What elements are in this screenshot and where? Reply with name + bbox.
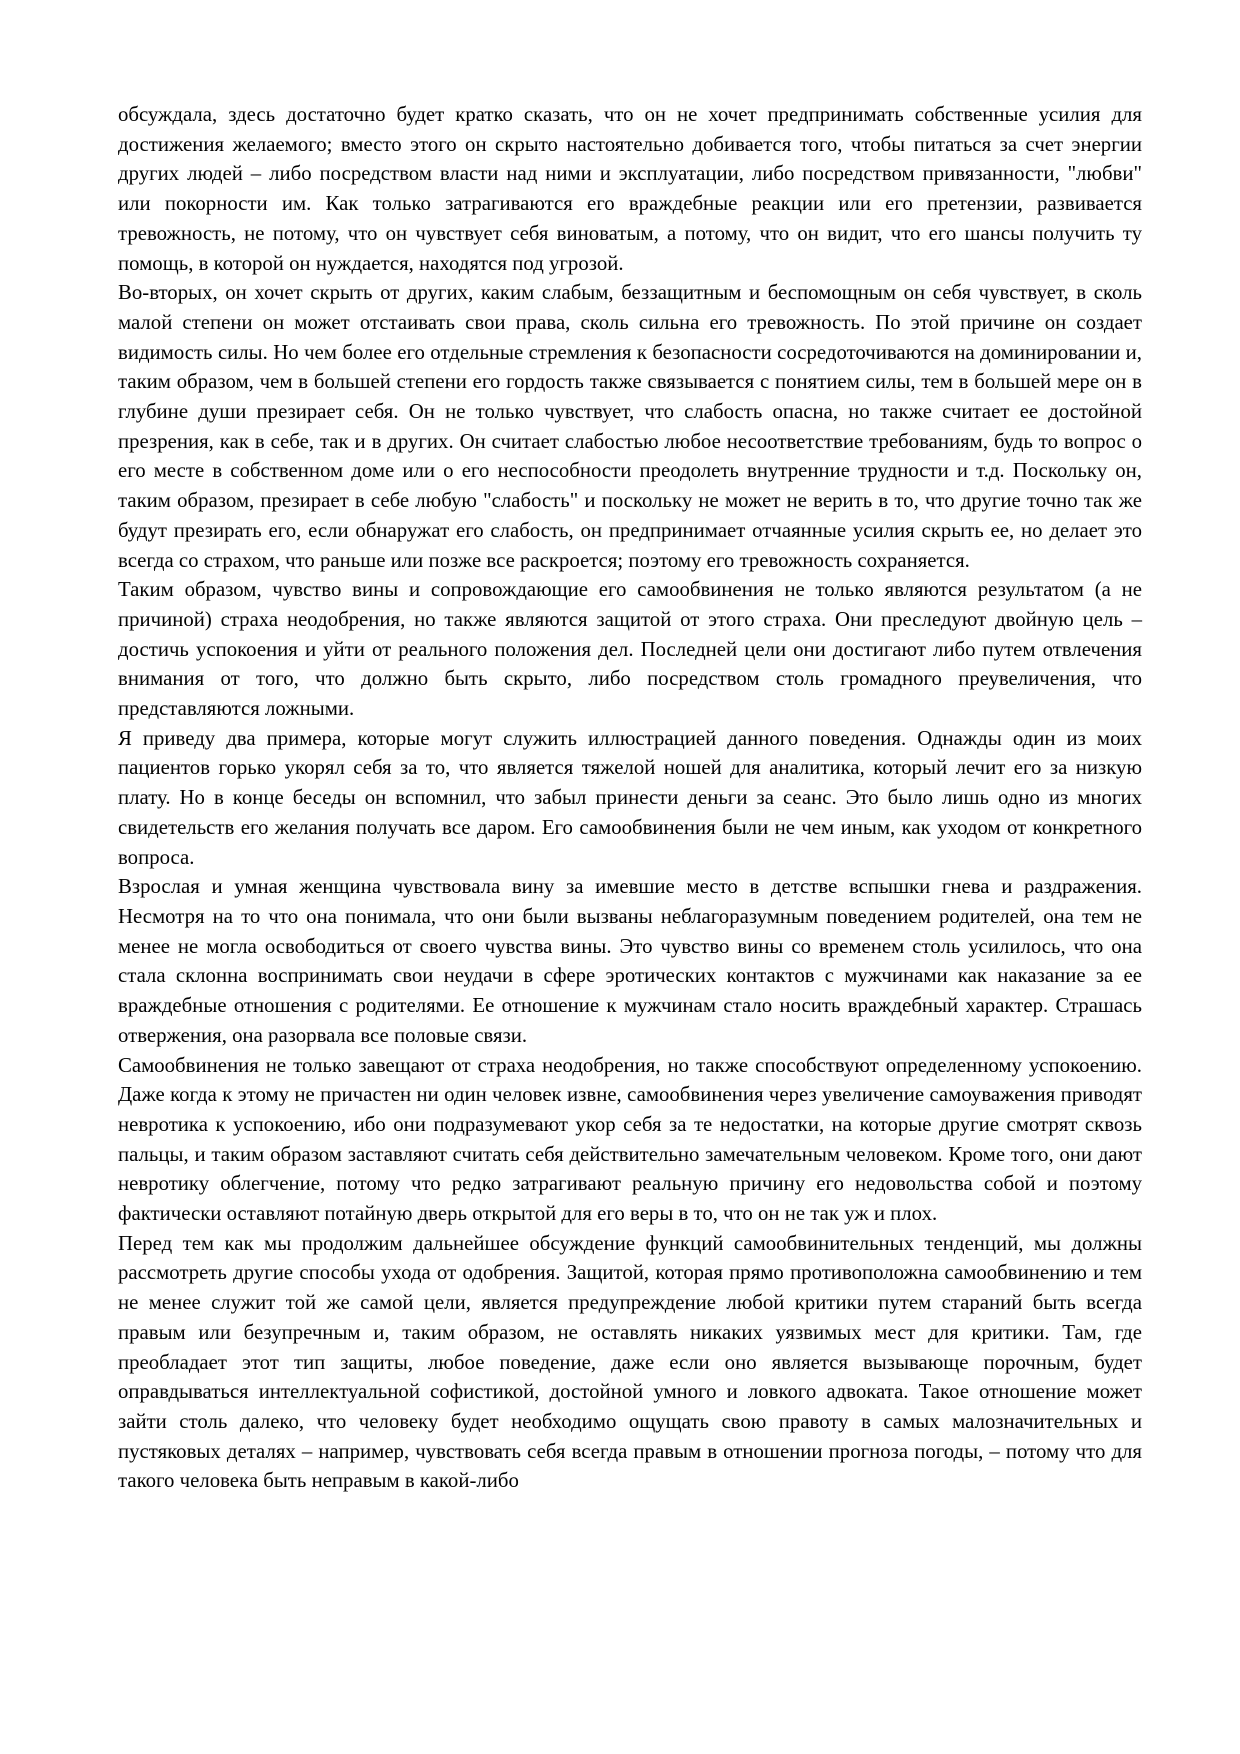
paragraph-4: Я приведу два примера, которые могут служить иллюстрацией данного поведения. Однажды один из моих пациентов горько укорял себя за то, что является тяжелой ношей для аналитика, который лечит его за низкую плату. Но в конце беседы он вспомнил, что забыл принести деньги за сеанс. Это было лишь одно из многих свидетельств его желания получать все даром. Его самообвинения были не чем иным, как уходом от конкретного вопроса. xyxy=(118,726,1142,869)
paragraph-7: Перед тем как мы продолжим дальнейшее обсуждение функций самообвинительных тенденций, мы должны рассмотреть другие способы ухода от одобрения. Защитой, которая прямо противоположна самообвинению и тем не менее служит той же самой цели, является предупреждение любой критики путем стараний быть всегда правым или безупречным и, таким образом, не оставлять никаких уязвимых мест для критики. Там, где преобладает этот тип защиты, любое поведение, даже если оно является вызывающе порочным, будет оправдываться интеллектуальной софистикой, достойной умного и ловкого адвоката. Такое отношение может зайти столь далеко, что человеку будет необходимо ощущать свою правоту в самых малозначительных и пустяковых деталях – например, чувствовать себя всегда правым в отношении прогноза погоды, – потому что для такого человека быть неправым в какой-либо xyxy=(118,1231,1142,1493)
paragraph-2: Во-вторых, он хочет скрыть от других, каким слабым, беззащитным и беспомощным он себя чувствует, в сколь малой степени он может отстаивать свои права, сколь сильна его тревожность. По этой причине он создает видимость силы. Но чем более его отдельные стремления к безопасности сосредоточиваются на доминировании и, таким образом, чем в большей степени его гордость также связывается с понятием силы, тем в большей мере он в глубине души презирает себя. Он не только чувствует, что слабость опасна, но также считает ее достойной презрения, как в себе, так и в других. Он считает слабостью любое несоответствие требованиям, будь то вопрос о его месте в собственном доме или о его неспособности преодолеть внутренние трудности и т.д. Поскольку он, таким образом, презирает в себе любую "слабость" и поскольку не может не верить в то, что другие точно так же будут презирать его, если обнаружат его слабость, он предпринимает отчаянные усилия скрыть ее, но делает это всегда со страхом, что раньше или позже все раскроется; поэтому его тревожность сохраняется. xyxy=(118,281,1142,572)
paragraph-1: обсуждала, здесь достаточно будет кратко сказать, что он не хочет предпринимать собственные усилия для достижения желаемого; вместо этого он скрыто настоятельно добивается того, чтобы питаться за счет энергии других людей – либо посредством власти над ними и эксплуатации, либо посредством привязанности, "любви" или покорности им. Как только затрагиваются его враждебные реакции или его претензии, развивается тревожность, не потому, что он чувствует себя виноватым, а потому, что он видит, что его шансы получить ту помощь, в которой он нуждается, находятся под угрозой. xyxy=(118,103,1142,275)
paragraph-5: Взрослая и умная женщина чувствовала вину за имевшие место в детстве вспышки гнева и раздражения. Несмотря на то что она понимала, что они были вызваны неблагоразумным поведением родителей, она тем не менее не могла освободиться от своего чувства вины. Это чувство вины со временем столь усилилось, что она стала склонна воспринимать свои неудачи в сфере эротических контактов с мужчинами как наказание за ее враждебные отношения с родителями. Ее отношение к мужчинам стало носить враждебный характер. Страшась отвержения, она разорвала все половые связи. xyxy=(118,875,1142,1047)
document-page xyxy=(118,100,1142,1496)
paragraph-3: Таким образом, чувство вины и сопровождающие его самообвинения не только являются результатом (а не причиной) страха неодобрения, но также являются защитой от этого страха. Они преследуют двойную цель – достичь успокоения и уйти от реального положения дел. Последней цели они достигают либо путем отвлечения внимания от того, что должно быть скрыто, либо посредством столь громадного преувеличения, что представляются ложными. xyxy=(118,578,1142,721)
paragraph-6: Самообвинения не только завещают от страха неодобрения, но также способствуют определенному успокоению. Даже когда к этому не причастен ни один человек извне, самообвинения через увеличение самоуважения приводят невротика к успокоению, ибо они подразумевают укор себя за те недостатки, на которые другие смотрят сквозь пальцы, и таким образом заставляют считать себя действительно замечательным человеком. Кроме того, они дают невротику облегчение, потому что редко затрагивают реальную причину его недовольства собой и поэтому фактически оставляют потайную дверь открытой для его веры в то, что он не так уж и плох. xyxy=(118,1053,1142,1226)
